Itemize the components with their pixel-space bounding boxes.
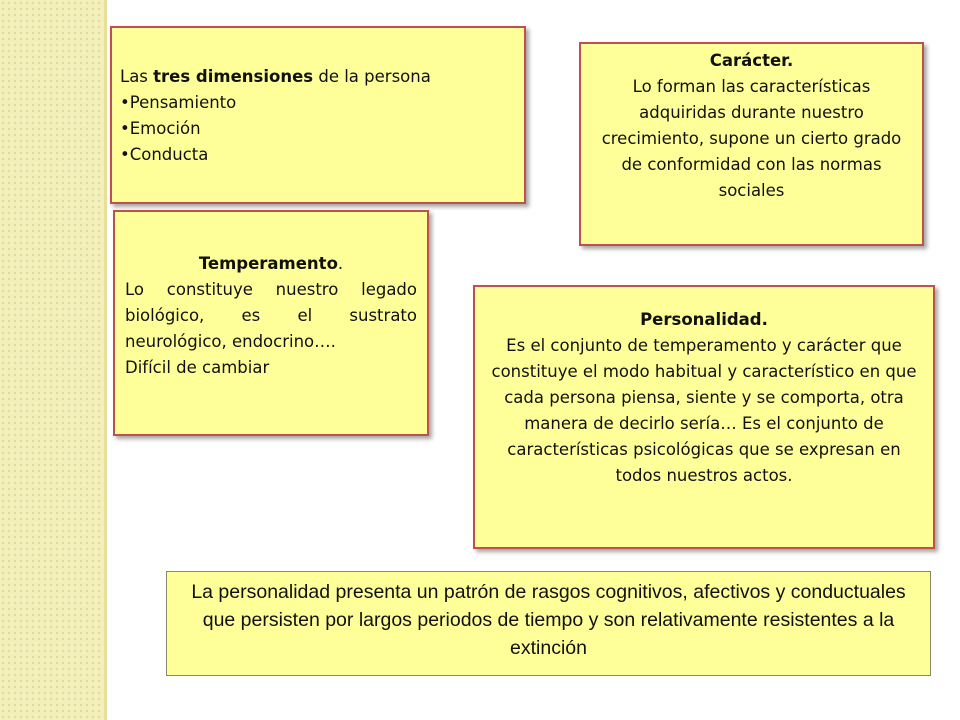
temperamento-title-suffix: .	[337, 254, 344, 273]
temperamento-heading	[125, 251, 417, 277]
temperamento-box	[113, 210, 429, 436]
side-divider	[104, 0, 107, 720]
caracter-title: Carácter.	[709, 51, 794, 70]
temperamento-line-1: Lo constituye nuestro legado	[125, 280, 417, 299]
dimension-item-conducta: •Conducta	[120, 145, 209, 164]
dimensiones-intro-bold: tres dimensiones	[153, 67, 314, 86]
decorative-side-strip	[0, 0, 106, 720]
conclusion-text: La personalidad presenta un patrón de rasgos cognitivos, afectivos y conductuales que persisten por largos periodos de tiempo y son relativamente resistentes a la extinción	[191, 581, 906, 659]
caracter-body: Lo forman las características adquiridas durante nuestro crecimiento, supone un cierto grado de conformidad con las normas sociales	[601, 77, 902, 200]
dimensiones-box	[110, 26, 526, 204]
personalidad-box	[473, 285, 935, 549]
dimension-item-pensamiento: •Pensamiento	[120, 93, 237, 112]
temperamento-line-4: Difícil de cambiar	[125, 358, 270, 377]
caracter-box	[579, 42, 924, 246]
personalidad-body: Es el conjunto de temperamento y carácter que constituye el modo habitual y característico en que cada persona piensa, siente y se comporta, otra manera de decirlo sería… Es el conjunto de características psicológicas que se expresan en todos nuestros actos.	[491, 336, 917, 485]
temperamento-line-2: biológico, es el sustrato	[125, 306, 417, 325]
dimensiones-intro-pre: Las	[120, 67, 154, 86]
temperamento-title: Temperamento	[198, 254, 338, 273]
conclusion-box	[166, 571, 931, 676]
dimensiones-intro-post: de la persona	[313, 67, 431, 86]
dimension-item-emocion: •Emoción	[120, 119, 201, 138]
personalidad-title: Personalidad.	[640, 310, 768, 329]
temperamento-line-3: neurológico, endocrino….	[125, 332, 336, 351]
dimensiones-intro	[120, 64, 516, 90]
